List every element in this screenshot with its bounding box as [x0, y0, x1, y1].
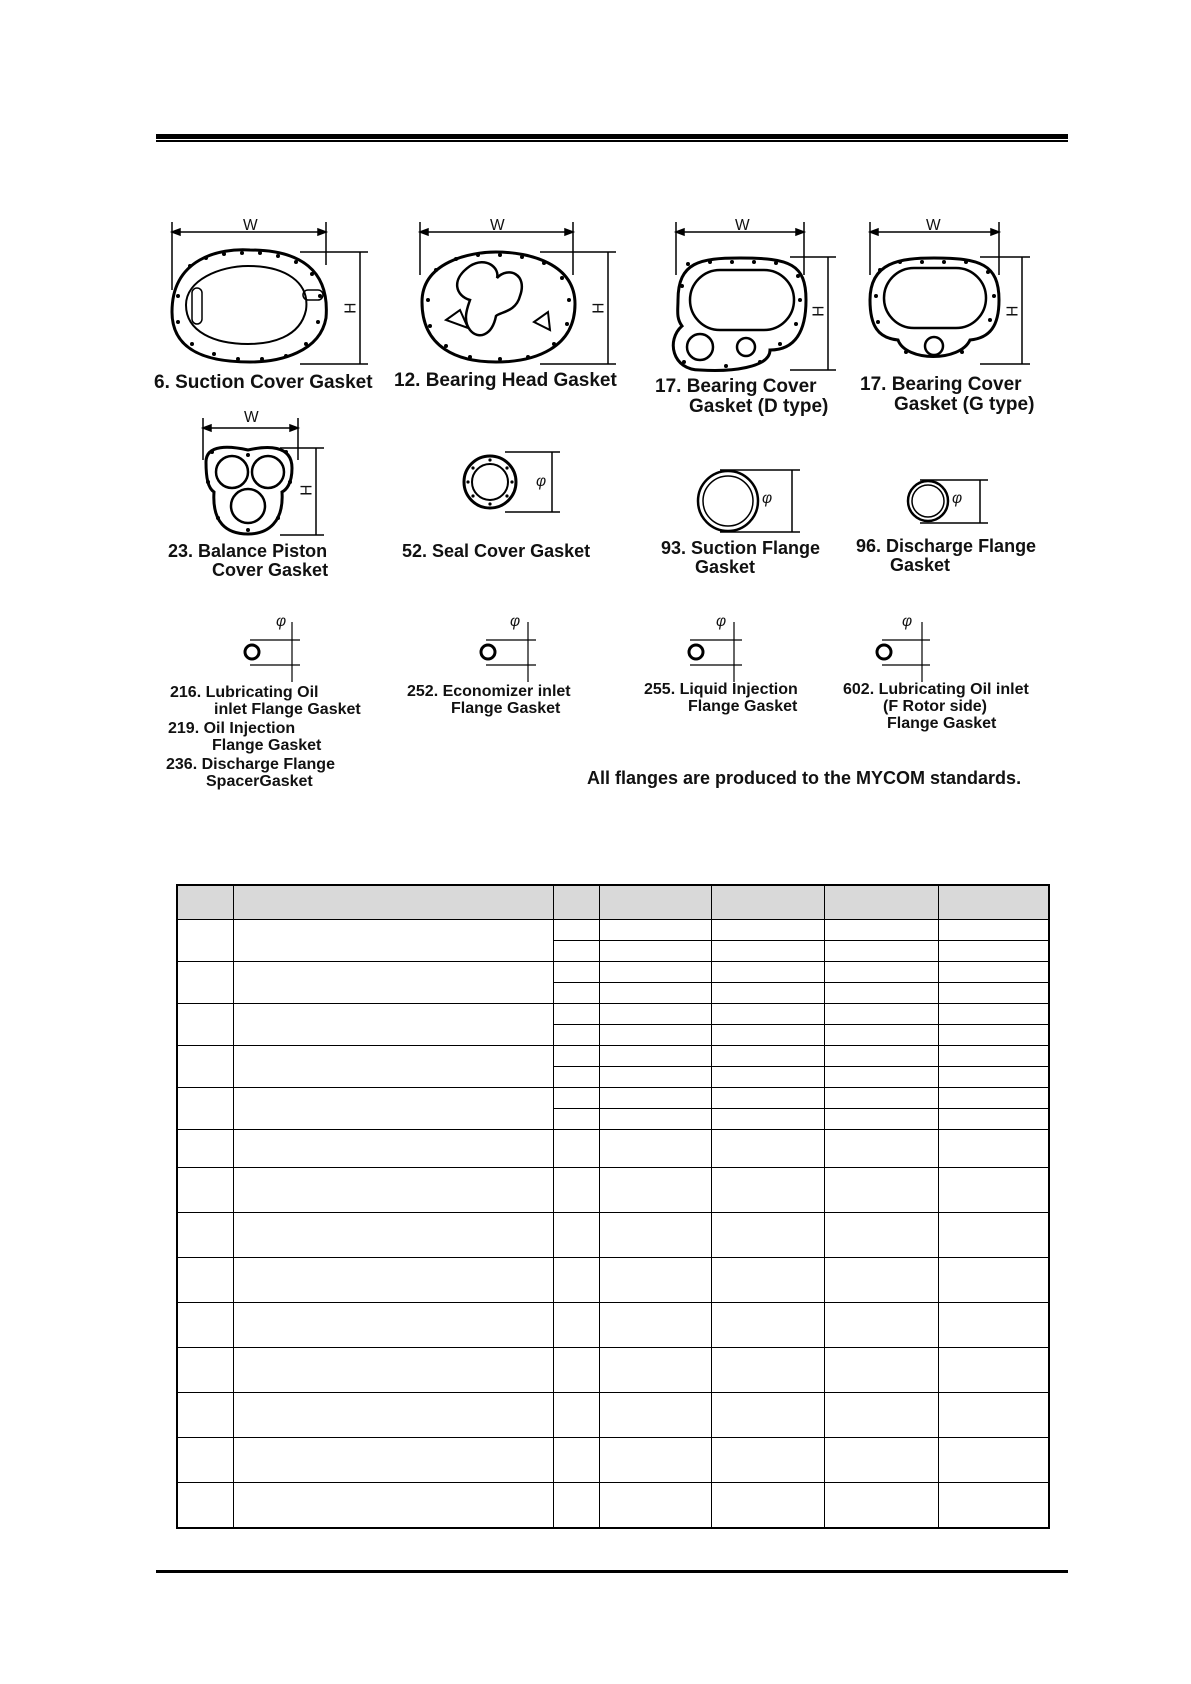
caption-line: 219. Oil Injection: [168, 720, 296, 737]
table-cell: [938, 1168, 1049, 1213]
caption-bearing-cover-gasket-g: [860, 375, 1034, 415]
dim-w-17d: W: [735, 217, 750, 234]
table-cell: [553, 1046, 599, 1067]
table-cell: [599, 1168, 712, 1213]
caption-discharge-flange-spacer-gasket: [166, 757, 335, 791]
footer-rule: [156, 1570, 1068, 1573]
table-cell: [938, 1067, 1049, 1088]
caption-lub-oil-inlet-flange-gasket: [170, 685, 361, 719]
table-cell: [938, 1004, 1049, 1025]
caption-line: Flange Gasket: [212, 736, 322, 754]
caption-suction-flange-gasket: [661, 539, 820, 577]
table-row: [177, 1168, 1049, 1213]
caption-line: Gasket (G type): [894, 393, 1035, 415]
table-cell: [824, 1046, 938, 1067]
header-cell: [553, 885, 599, 920]
table-row: [177, 1438, 1049, 1483]
caption-economizer-inlet-flange-gasket: [407, 684, 571, 718]
table-cell: [234, 920, 553, 962]
table-cell: [599, 1067, 712, 1088]
table-cell: [599, 1088, 712, 1109]
table-cell: [712, 920, 825, 941]
table-cell: [177, 1348, 234, 1393]
caption-line: Gasket (D type): [689, 395, 829, 417]
caption-bearing-head-gasket: 12. Bearing Head Gasket: [394, 370, 617, 391]
dim-h-17g: H: [1004, 305, 1022, 317]
suction-cover-gasket-drawing: [172, 222, 368, 364]
caption-line: 17. Bearing Cover: [655, 376, 817, 397]
table-cell: [553, 1168, 599, 1213]
balance-piston-cover-gasket-drawing: [203, 418, 324, 535]
table-cell: [712, 983, 825, 1004]
table-cell: [824, 1348, 938, 1393]
caption-line: Gasket: [890, 554, 951, 575]
caption-line: inlet Flange Gasket: [214, 700, 361, 718]
table-header-row: [177, 885, 1049, 920]
caption-line: Flange Gasket: [451, 699, 561, 717]
table-cell: [177, 1438, 234, 1483]
table-cell: [824, 1130, 938, 1168]
table-cell: [553, 1004, 599, 1025]
table-cell: [712, 1348, 825, 1393]
table-row: [177, 1130, 1049, 1168]
table-cell: [234, 1438, 553, 1483]
table-cell: [599, 1025, 712, 1046]
table-cell: [234, 1483, 553, 1528]
bearing-head-gasket-drawing: [420, 222, 616, 364]
bearing-cover-gasket-g-drawing: [870, 222, 1030, 364]
table-cell: [712, 1258, 825, 1303]
dim-h-17d: H: [810, 305, 828, 317]
dim-w-23: W: [244, 409, 259, 426]
table-row: [177, 1046, 1049, 1067]
table-cell: [938, 983, 1049, 1004]
table-cell: [234, 1004, 553, 1046]
table-cell: [553, 1067, 599, 1088]
table-cell: [824, 962, 938, 983]
caption-line: 23. Balance Piston: [168, 541, 328, 561]
table-cell: [234, 1168, 553, 1213]
table-cell: [599, 1348, 712, 1393]
caption-suction-cover-gasket: 6. Suction Cover Gasket: [154, 372, 373, 393]
table-cell: [712, 1168, 825, 1213]
header-cell: [234, 885, 553, 920]
table-cell: [712, 1088, 825, 1109]
table-cell: [177, 1088, 234, 1130]
table-cell: [599, 1258, 712, 1303]
table-cell: [599, 1303, 712, 1348]
table-cell: [938, 1109, 1049, 1130]
table-cell: [712, 1483, 825, 1528]
table-cell: [712, 1438, 825, 1483]
table-cell: [599, 1004, 712, 1025]
discharge-flange-gasket-drawing: [908, 480, 988, 523]
table-cell: [177, 920, 234, 962]
table-cell: [599, 962, 712, 983]
table-cell: [599, 983, 712, 1004]
table-cell: [712, 941, 825, 962]
caption-line: 17. Bearing Cover: [860, 374, 1022, 395]
table-cell: [553, 1348, 599, 1393]
table-cell: [938, 1088, 1049, 1109]
table-cell: [824, 1004, 938, 1025]
caption-line: 93. Suction Flange: [661, 538, 821, 558]
table-cell: [553, 1303, 599, 1348]
table-cell: [234, 1088, 553, 1130]
table-row: [177, 1483, 1049, 1528]
table-cell: [234, 1213, 553, 1258]
caption-line: Flange Gasket: [887, 714, 997, 732]
table-cell: [177, 1393, 234, 1438]
table-cell: [234, 1258, 553, 1303]
dim-h-12: H: [590, 302, 608, 314]
table-cell: [553, 1109, 599, 1130]
table-cell: [234, 1348, 553, 1393]
caption-line: 216. Lubricating Oil: [170, 684, 319, 701]
table-cell: [712, 1025, 825, 1046]
table-cell: [553, 1088, 599, 1109]
table-row: [177, 1213, 1049, 1258]
gasket-parts-table: [176, 884, 1050, 1529]
caption-line: Flange Gasket: [688, 697, 798, 715]
table-cell: [553, 1438, 599, 1483]
table-row: [177, 1348, 1049, 1393]
table-cell: [553, 1258, 599, 1303]
table-cell: [599, 1213, 712, 1258]
table-cell: [938, 941, 1049, 962]
table-cell: [177, 1046, 234, 1088]
dim-phi-93: φ: [762, 490, 773, 507]
table-row: [177, 920, 1049, 941]
table-cell: [234, 1046, 553, 1088]
table-cell: [824, 983, 938, 1004]
caption-lub-oil-inlet-f-rotor-flange-gasket: [843, 682, 1029, 732]
table-row: [177, 962, 1049, 983]
dim-phi-216: φ: [276, 613, 287, 630]
table-cell: [938, 1025, 1049, 1046]
caption-bearing-cover-gasket-d: [655, 377, 828, 417]
table-cell: [824, 1109, 938, 1130]
caption-line: 252. Economizer inlet: [407, 683, 571, 700]
mycom-standards-note: All flanges are produced to the MYCOM standards.: [587, 768, 1022, 788]
table-cell: [599, 941, 712, 962]
table-cell: [938, 1348, 1049, 1393]
table-cell: [938, 962, 1049, 983]
dim-h-6: H: [342, 302, 360, 314]
table-cell: [824, 941, 938, 962]
caption-line: 255. Liquid Injection: [644, 681, 798, 698]
table-cell: [938, 920, 1049, 941]
table-cell: [824, 1088, 938, 1109]
dim-phi-52: φ: [536, 473, 547, 490]
table-cell: [553, 1025, 599, 1046]
caption-line: 602. Lubricating Oil inlet: [843, 681, 1029, 698]
table-cell: [177, 1130, 234, 1168]
table-row: [177, 1258, 1049, 1303]
table-row: [177, 1088, 1049, 1109]
table-cell: [938, 1438, 1049, 1483]
table-row: [177, 1393, 1049, 1438]
table-cell: [234, 962, 553, 1004]
table-cell: [824, 1067, 938, 1088]
table-cell: [824, 1393, 938, 1438]
table-cell: [599, 1130, 712, 1168]
table-cell: [938, 1393, 1049, 1438]
table-cell: [177, 1303, 234, 1348]
table-cell: [712, 1213, 825, 1258]
table-cell: [824, 1258, 938, 1303]
table-cell: [712, 1393, 825, 1438]
header-cell: [177, 885, 234, 920]
caption-seal-cover-gasket: 52. Seal Cover Gasket: [402, 541, 591, 561]
table-cell: [177, 1168, 234, 1213]
table-cell: [712, 1046, 825, 1067]
caption-line: 96. Discharge Flange: [856, 536, 1037, 556]
table-cell: [712, 1130, 825, 1168]
table-cell: [599, 1438, 712, 1483]
table-cell: [553, 920, 599, 941]
dim-phi-96: φ: [952, 490, 963, 507]
table-cell: [599, 1483, 712, 1528]
table-cell: [938, 1303, 1049, 1348]
table-cell: [177, 1213, 234, 1258]
caption-line: 236. Discharge Flange: [166, 756, 335, 773]
table-cell: [712, 1067, 825, 1088]
header-cell: [712, 885, 825, 920]
table-cell: [938, 1483, 1049, 1528]
dim-w-17g: W: [926, 217, 941, 234]
table-cell: [553, 983, 599, 1004]
table-cell: [177, 1258, 234, 1303]
table-cell: [177, 962, 234, 1004]
dim-h-23: H: [298, 484, 316, 496]
caption-discharge-flange-gasket: [856, 537, 1036, 575]
table-cell: [824, 1483, 938, 1528]
table-cell: [824, 1438, 938, 1483]
table-cell: [712, 1004, 825, 1025]
table-cell: [234, 1303, 553, 1348]
caption-liquid-injection-flange-gasket: [644, 682, 798, 716]
table-cell: [599, 1046, 712, 1067]
table-cell: [234, 1130, 553, 1168]
table-cell: [177, 1004, 234, 1046]
table-cell: [824, 1168, 938, 1213]
table-cell: [824, 920, 938, 941]
table-cell: [824, 1303, 938, 1348]
header-cell: [599, 885, 712, 920]
table-cell: [712, 1303, 825, 1348]
table-cell: [712, 1109, 825, 1130]
caption-oil-injection-flange-gasket: [168, 721, 321, 755]
dim-phi-252: φ: [510, 613, 521, 630]
table-cell: [938, 1130, 1049, 1168]
table-cell: [938, 1213, 1049, 1258]
dim-phi-602: φ: [902, 613, 913, 630]
table-row: [177, 1004, 1049, 1025]
caption-balance-piston-cover-gasket: [168, 542, 328, 580]
table-cell: [553, 1130, 599, 1168]
table-cell: [938, 1258, 1049, 1303]
dim-phi-255: φ: [716, 613, 727, 630]
table-cell: [553, 1213, 599, 1258]
table-cell: [599, 1109, 712, 1130]
caption-line: SpacerGasket: [206, 772, 313, 790]
table-cell: [599, 920, 712, 941]
table-cell: [553, 1483, 599, 1528]
header-cell: [824, 885, 938, 920]
bearing-cover-gasket-d-drawing: [673, 222, 836, 370]
small-flange-gasket-drawings: [245, 622, 930, 682]
caption-line: Cover Gasket: [212, 559, 329, 580]
table-cell: [599, 1393, 712, 1438]
table-cell: [553, 1393, 599, 1438]
table-cell: [824, 1213, 938, 1258]
table-cell: [824, 1025, 938, 1046]
table-cell: [177, 1483, 234, 1528]
caption-line: Gasket: [695, 556, 756, 577]
dim-w-6: W: [243, 217, 258, 234]
table-cell: [234, 1393, 553, 1438]
header-cell: [938, 885, 1049, 920]
table-cell: [712, 962, 825, 983]
suction-flange-gasket-drawing: [698, 470, 800, 532]
table-cell: [553, 962, 599, 983]
table-row: [177, 1303, 1049, 1348]
table-cell: [553, 941, 599, 962]
dim-w-12: W: [490, 217, 505, 234]
table-cell: [938, 1046, 1049, 1067]
caption-line: (F Rotor side): [883, 697, 987, 715]
